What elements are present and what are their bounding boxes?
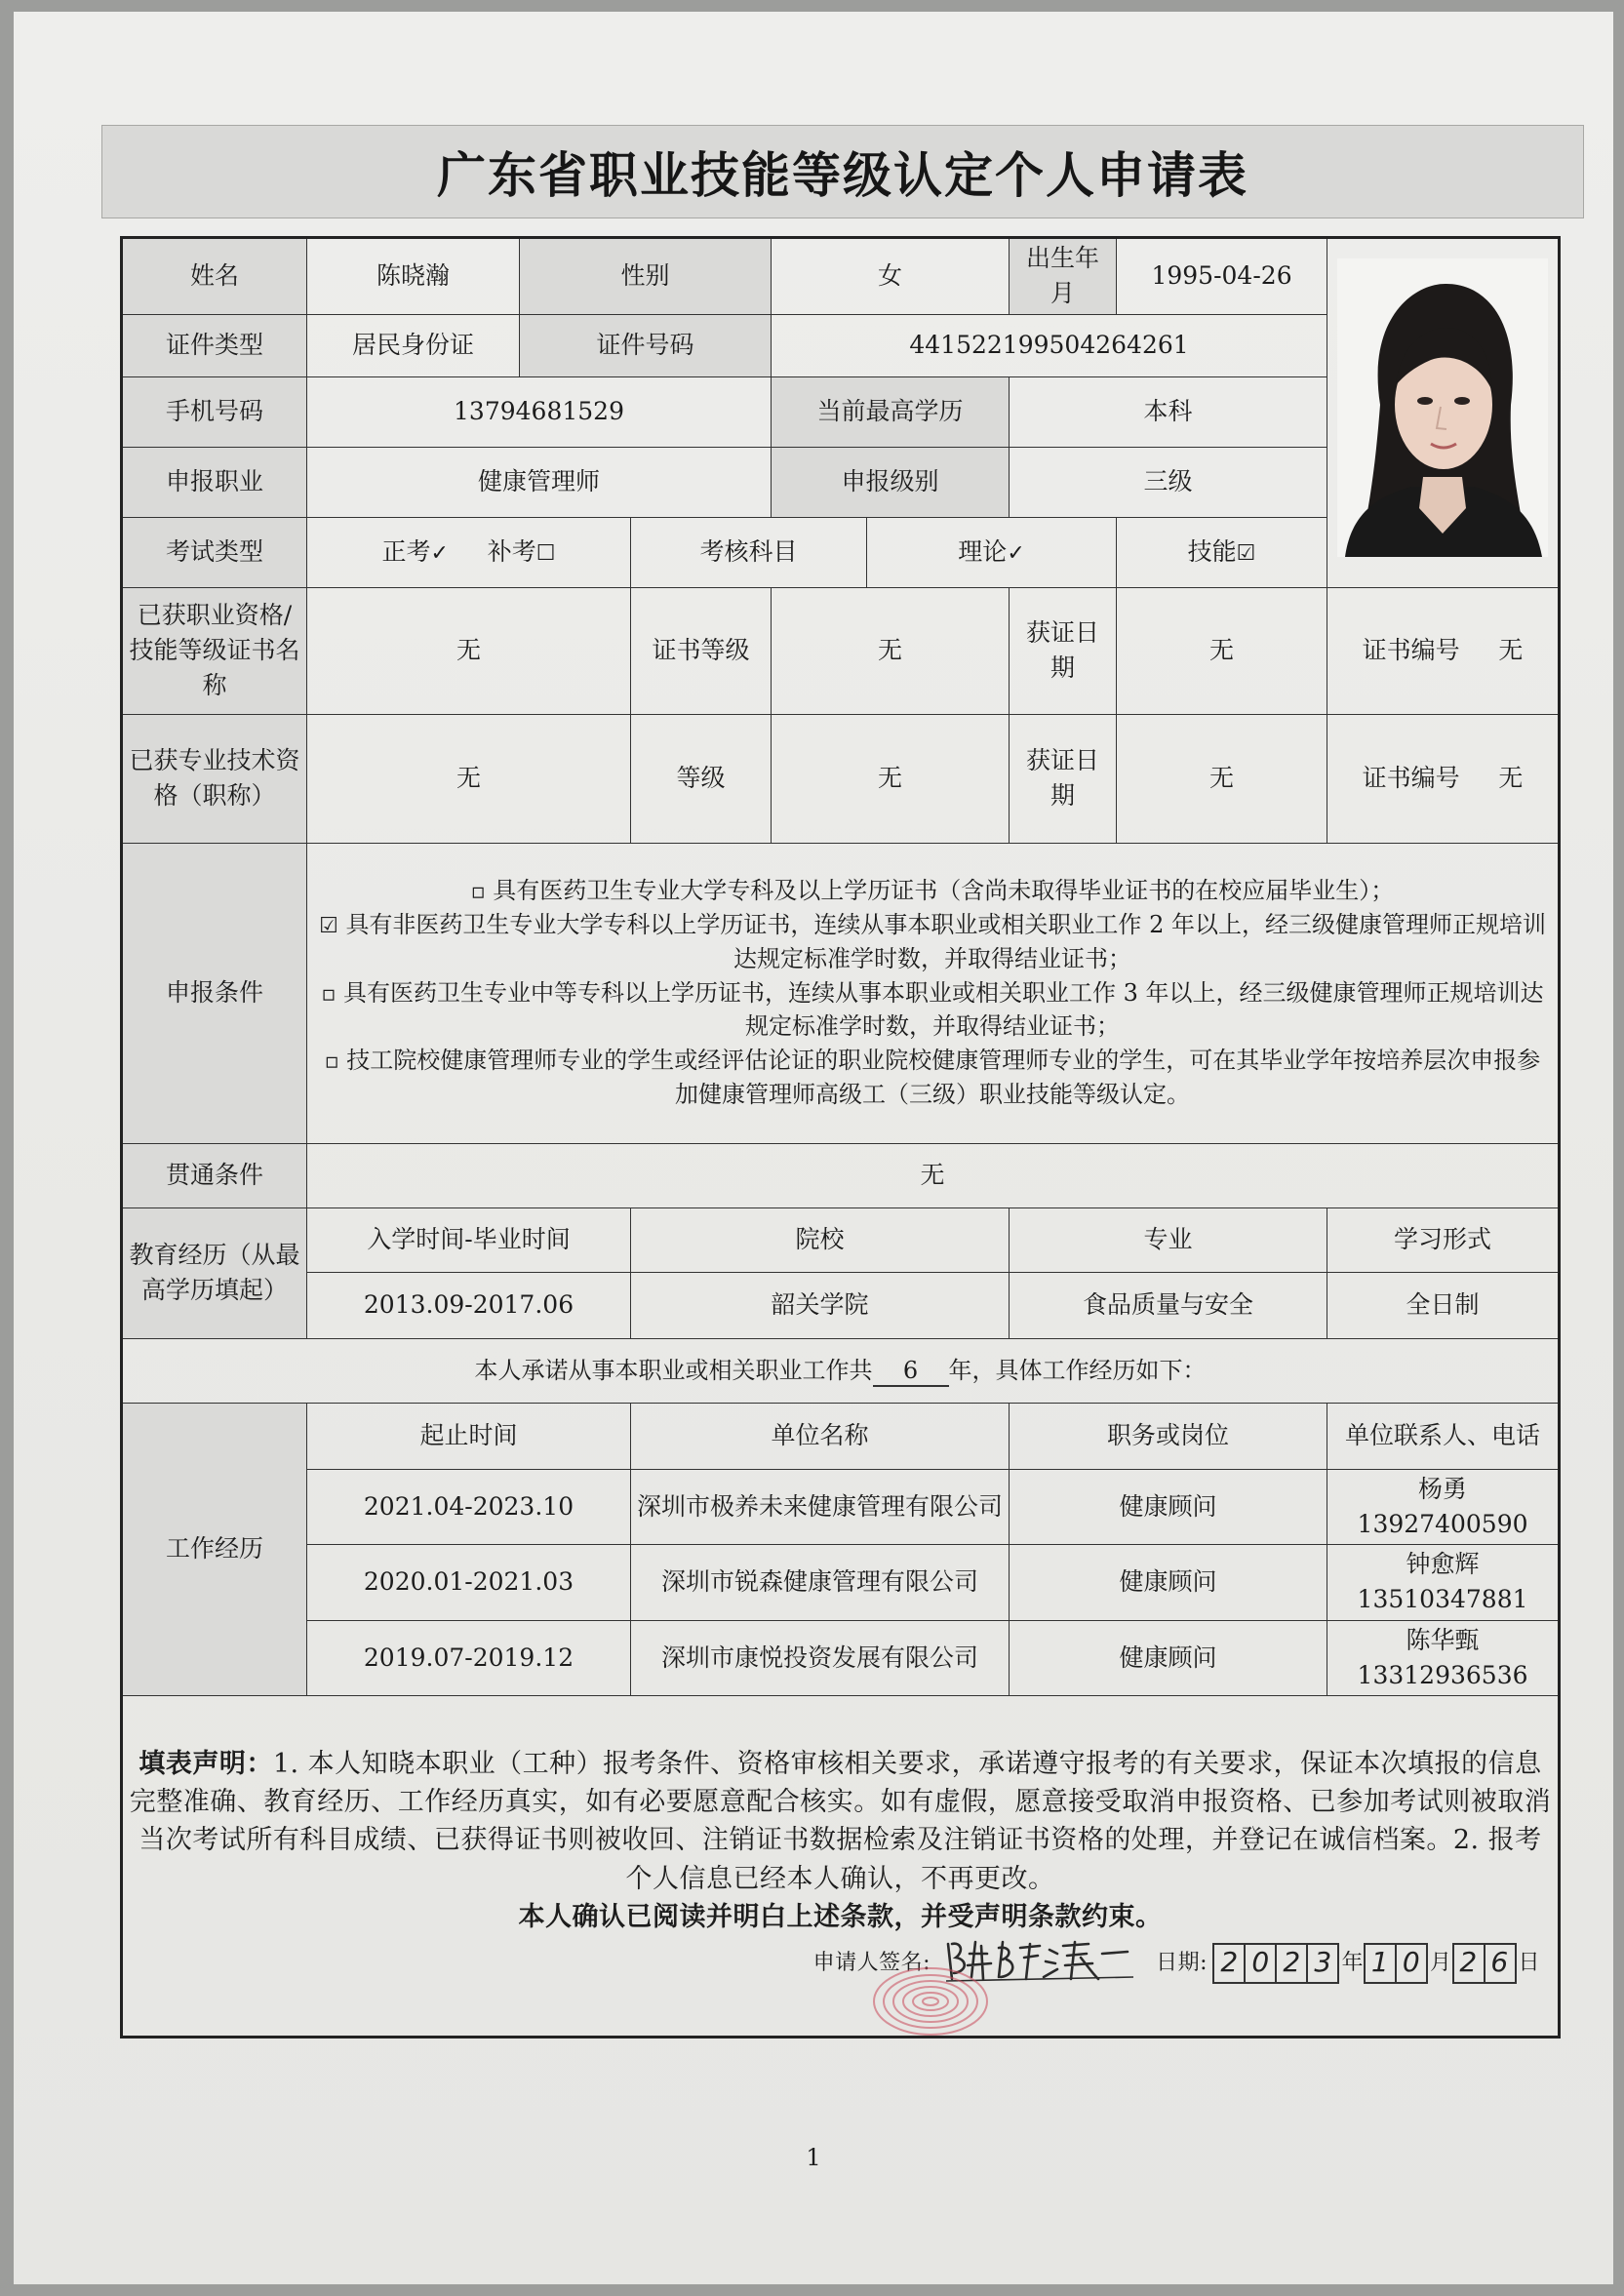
regular-exam-label: 正考 xyxy=(381,536,431,566)
condition-item xyxy=(313,908,1552,976)
theory-option xyxy=(867,517,1117,587)
cert-no-cell xyxy=(1327,587,1560,714)
work-cell: 深圳市锐森健康管理有限公司 xyxy=(631,1545,1010,1621)
work-header: 职务或岗位 xyxy=(1010,1403,1327,1469)
edu-header: 专业 xyxy=(1010,1207,1327,1272)
exam-subject-label: 考核科目 xyxy=(631,517,867,587)
makeup-exam-checkbox: ☐ xyxy=(535,540,556,566)
phone-value: 13794681529 xyxy=(307,376,772,447)
through-label: 贯通条件 xyxy=(122,1143,307,1207)
id-number-label: 证件号码 xyxy=(520,314,772,376)
theory-checkmark: ✓ xyxy=(1007,540,1025,566)
declaration-block xyxy=(122,1696,1560,2038)
edu-cell: 韶关学院 xyxy=(631,1272,1010,1338)
prof-owned-label: 已获专业技术资格（职称） xyxy=(122,714,307,843)
applicant-photo xyxy=(1327,238,1560,588)
cert-no-label: 证书编号 xyxy=(1362,635,1460,664)
signature-label: 申请人签名: xyxy=(812,1950,931,1975)
declaration-confirm: 本人确认已阅读并明白上述条款，并受声明条款约束。 xyxy=(518,1901,1163,1932)
work-cell: 陈华甄 13312936536 xyxy=(1327,1620,1560,1696)
work-cell: 健康顾问 xyxy=(1010,1469,1327,1545)
work-header: 起止时间 xyxy=(307,1403,631,1469)
id-number-value: 441522199504264261 xyxy=(772,314,1327,376)
declaration-body: 1. 本人知晓本职业（工种）报考条件、资格审核相关要求，承诺遵守报考的有关要求，保证本次填报的信息完整准确、教育经历、工作经历真实，如有必要愿意配合核实。如有虚假，愿意接受取消申报资格、已参加考试则被取消当次考试所有科目成绩、已获得证书则被收回、注销证书数据检索及注销证书资格的处理，并登记在诚信档案。2. 报考个人信息已经本人确认，不再更改。 xyxy=(129,1749,1552,1894)
date-digit: 0 xyxy=(1395,1943,1428,1984)
checkbox-icon: ▫ xyxy=(470,880,486,905)
birth-label: 出生年月 xyxy=(1010,238,1117,315)
declaration-text xyxy=(129,1745,1552,1898)
id-type-value: 居民身份证 xyxy=(307,314,520,376)
work-history-label: 工作经历 xyxy=(122,1403,307,1696)
id-type-label: 证件类型 xyxy=(122,314,307,376)
regular-exam-checkmark: ✓ xyxy=(430,540,449,566)
form-title: 广东省职业技能等级认定个人申请表 xyxy=(101,125,1584,218)
date-digit: 2 xyxy=(1212,1943,1246,1984)
work-header: 单位联系人、电话 xyxy=(1327,1403,1560,1469)
date-digit: 2 xyxy=(1275,1943,1308,1984)
date-digit: 1 xyxy=(1364,1943,1397,1984)
condition-text: 具有非医药卫生专业大学专科以上学历证书，连续从事本职业或相关职业工作 2 年以上，经三级健康管理师正规培训达规定标准学时数，并取得结业证书； xyxy=(345,910,1546,972)
name-value: 陈晓瀚 xyxy=(307,238,520,315)
signature-row xyxy=(129,1934,1552,1987)
work-header: 单位名称 xyxy=(631,1403,1010,1469)
edu-header: 院校 xyxy=(631,1207,1010,1272)
conditions-label: 申报条件 xyxy=(122,843,307,1143)
cert-level-label: 证书等级 xyxy=(631,587,772,714)
date-digit: 0 xyxy=(1244,1943,1277,1984)
through-value: 无 xyxy=(307,1143,1560,1207)
exam-type-options xyxy=(307,517,631,587)
checked-checkbox-icon: ☑ xyxy=(319,913,338,938)
work-cell: 2019.07-2019.12 xyxy=(307,1620,631,1696)
prof-no-value: 无 xyxy=(1498,763,1524,792)
application-form-table xyxy=(120,236,1561,2039)
checkbox-icon: ▫ xyxy=(324,1049,339,1075)
commit-prefix: 本人承诺从事本职业或相关职业工作共 xyxy=(474,1356,873,1384)
condition-item xyxy=(313,976,1552,1045)
date-digit: 2 xyxy=(1452,1943,1485,1984)
date-digit: 3 xyxy=(1306,1943,1339,1984)
edu-cell: 全日制 xyxy=(1327,1272,1560,1338)
condition-text: 具有医药卫生专业大学专科及以上学历证书（含尚未取得毕业证书的在校应届毕业生）； xyxy=(493,877,1395,905)
occupation-value: 健康管理师 xyxy=(307,447,772,517)
declaration-heading: 填表声明： xyxy=(139,1749,273,1780)
document-page xyxy=(14,12,1613,2284)
prof-owned-value: 无 xyxy=(307,714,631,843)
gender-label: 性别 xyxy=(520,238,772,315)
condition-item xyxy=(313,1044,1552,1112)
page-number: 1 xyxy=(806,2144,821,2171)
date-digit: 6 xyxy=(1484,1943,1517,1984)
cert-no-value: 无 xyxy=(1498,635,1524,664)
gender-value: 女 xyxy=(772,238,1010,315)
work-commitment xyxy=(122,1338,1560,1403)
edu-cell: 2013.09-2017.06 xyxy=(307,1272,631,1338)
theory-label: 理论 xyxy=(958,536,1008,566)
edu-cell: 食品质量与安全 xyxy=(1010,1272,1327,1338)
prof-date-label: 获证日期 xyxy=(1010,714,1117,843)
prof-no-label: 证书编号 xyxy=(1362,763,1460,792)
cert-owned-label: 已获职业资格/技能等级证书名称 xyxy=(122,587,307,714)
skill-option xyxy=(1117,517,1327,587)
checkbox-icon: ▫ xyxy=(321,981,337,1007)
exam-type-label: 考试类型 xyxy=(122,517,307,587)
edu-header: 入学时间-毕业时间 xyxy=(307,1207,631,1272)
cert-date-label: 获证日期 xyxy=(1010,587,1117,714)
commit-years: 6 xyxy=(873,1356,949,1387)
day-unit: 日 xyxy=(1518,1950,1541,1975)
level-label: 申报级别 xyxy=(772,447,1010,517)
level-value: 三级 xyxy=(1010,447,1327,517)
date-label: 日期: xyxy=(1156,1950,1208,1975)
name-label: 姓名 xyxy=(122,238,307,315)
year-unit: 年 xyxy=(1341,1950,1364,1975)
prof-level-value: 无 xyxy=(772,714,1010,843)
conditions-list xyxy=(307,843,1560,1143)
makeup-exam-label: 补考 xyxy=(487,536,536,566)
phone-label: 手机号码 xyxy=(122,376,307,447)
education-label: 当前最高学历 xyxy=(772,376,1010,447)
cert-level-value: 无 xyxy=(772,587,1010,714)
month-unit: 月 xyxy=(1430,1950,1452,1975)
prof-level-label: 等级 xyxy=(631,714,772,843)
occupation-label: 申报职业 xyxy=(122,447,307,517)
skill-checkbox: ☑ xyxy=(1236,540,1256,566)
condition-text: 技工院校健康管理师专业的学生或经评估论证的职业院校健康管理师专业的学生，可在其毕业学年按培养层次申报参加健康管理师高级工（三级）职业技能等级认定。 xyxy=(346,1047,1541,1109)
edu-history-label: 教育经历（从最高学历填起） xyxy=(122,1207,307,1338)
work-cell: 深圳市康悦投资发展有限公司 xyxy=(631,1620,1010,1696)
commit-suffix: 年，具体工作经历如下： xyxy=(948,1356,1207,1384)
work-cell: 钟愈辉 13510347881 xyxy=(1327,1545,1560,1621)
work-cell: 2021.04-2023.10 xyxy=(307,1469,631,1545)
prof-no-cell xyxy=(1327,714,1560,843)
fingerprint-stamp xyxy=(867,1962,994,2040)
portrait-image xyxy=(1337,258,1548,557)
work-cell: 健康顾问 xyxy=(1010,1620,1327,1696)
education-value: 本科 xyxy=(1010,376,1327,447)
work-cell: 深圳市极养未来健康管理有限公司 xyxy=(631,1469,1010,1545)
work-cell: 健康顾问 xyxy=(1010,1545,1327,1621)
prof-date-value: 无 xyxy=(1117,714,1327,843)
condition-text: 具有医药卫生专业中等专科以上学历证书，连续从事本职业或相关职业工作 3 年以上，经三级健康管理师正规培训达规定标准学时数，并取得结业证书； xyxy=(343,978,1544,1041)
work-cell: 杨勇 13927400590 xyxy=(1327,1469,1560,1545)
cert-owned-value: 无 xyxy=(307,587,631,714)
cert-date-value: 无 xyxy=(1117,587,1327,714)
edu-header: 学习形式 xyxy=(1327,1207,1560,1272)
work-cell: 2020.01-2021.03 xyxy=(307,1545,631,1621)
condition-item xyxy=(313,874,1552,908)
skill-label: 技能 xyxy=(1187,536,1237,566)
birth-value: 1995-04-26 xyxy=(1117,238,1327,315)
